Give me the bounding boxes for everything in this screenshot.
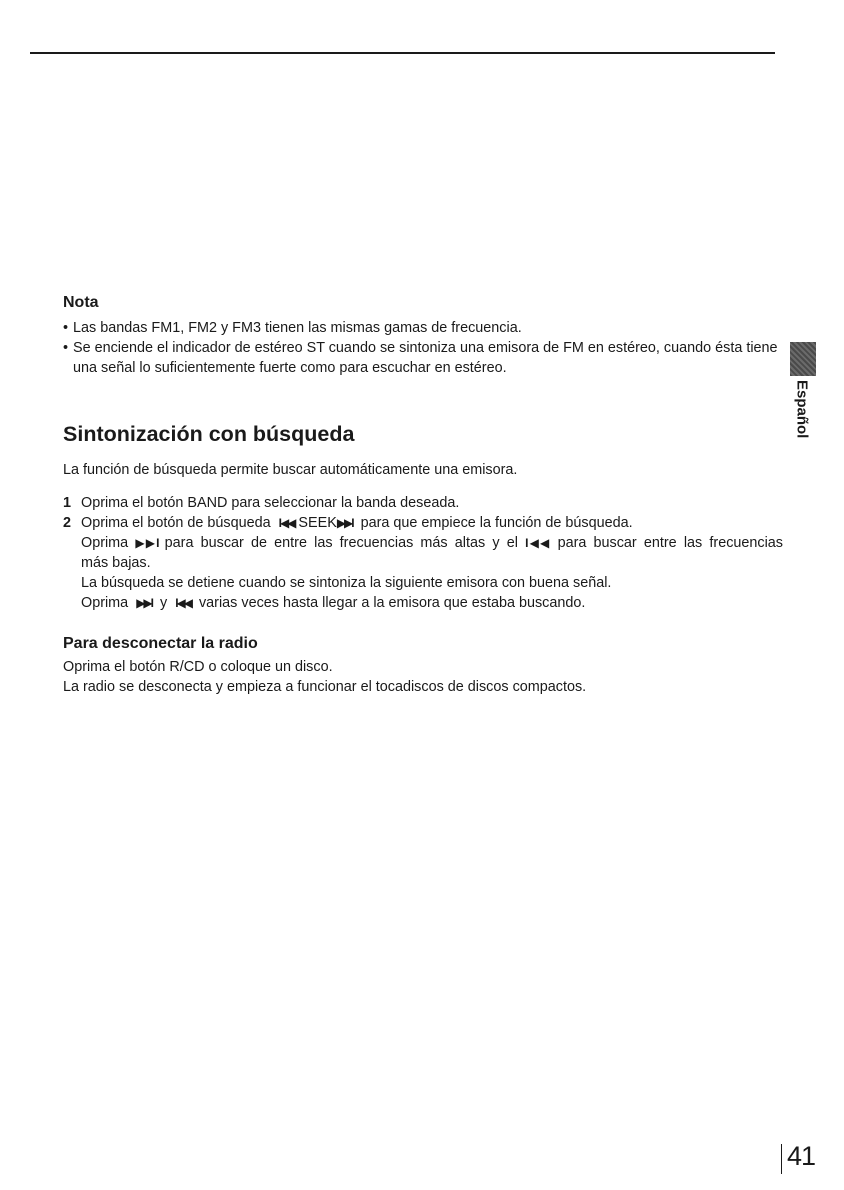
step-line: La búsqueda se detiene cuando se sintoniza la siguiente emisora con buena señal. [81,575,612,591]
step-line [81,513,783,533]
note-bullet: • Las bandas FM1, FM2 y FM3 tienen las mismas gamas de frecuencia. [63,318,783,338]
step-number: 1 [63,495,72,511]
language-tab-label: Español [793,380,811,439]
step-text: para buscar de entre las frecuencias más altas y el [164,535,518,551]
step-number: 2 [63,515,72,531]
subsection-line: Oprima el botón R/CD o coloque un disco. [63,659,333,675]
language-tab-marker [790,342,816,376]
step-text: Oprima el botón BAND para seleccionar la banda deseada. [81,495,460,511]
note-list [63,318,783,378]
step-text: y [159,595,168,611]
step-1 [63,493,783,513]
section-intro: La función de búsqueda permite buscar automáticamente una emisora. [63,462,518,478]
next-track-icon: ▶▶I [136,596,152,610]
prev-track-icon: I◀◀ [175,596,191,610]
step-text: para buscar entre las frecuencias [557,535,784,551]
prev-track-icon: I◀◀ [525,536,551,550]
step-text: Oprima [81,595,129,611]
next-track-icon: ▶▶I [135,536,158,550]
page-number: 41 [787,1141,816,1171]
step-text: varias veces hasta llegar a la emisora que estaba buscando. [198,595,586,611]
page-number-rule [781,1144,782,1174]
step-text: Oprima [81,535,129,551]
step-text: para que empiece la función de búsqueda. [360,515,633,531]
note-title: Nota [63,294,99,311]
step-2 [63,513,783,613]
step-line [81,593,783,613]
next-track-icon: ▶▶I [336,516,353,530]
subsection-line: La radio se desconecta y empieza a funcionar el tocadiscos de discos compactos. [63,679,587,695]
subsection-title: Para desconectar la radio [63,635,258,652]
language-tab [786,380,818,460]
step-text: Oprima el botón de búsqueda [81,515,271,531]
steps-list [63,493,783,613]
top-rule [30,52,775,54]
step-line [81,533,783,553]
prev-track-icon: I◀◀ [278,516,295,530]
step-line: más bajas. [81,555,151,571]
section-title: Sintonización con búsqueda [63,422,355,446]
note-bullet: • Se enciende el indicador de estéreo ST cuando se sintoniza una emisora de FM en estéreo, cuando ésta tiene una señal lo suficientemente fuerte como para escuchar en estéreo. [63,338,783,378]
seek-label: SEEK [298,515,337,531]
